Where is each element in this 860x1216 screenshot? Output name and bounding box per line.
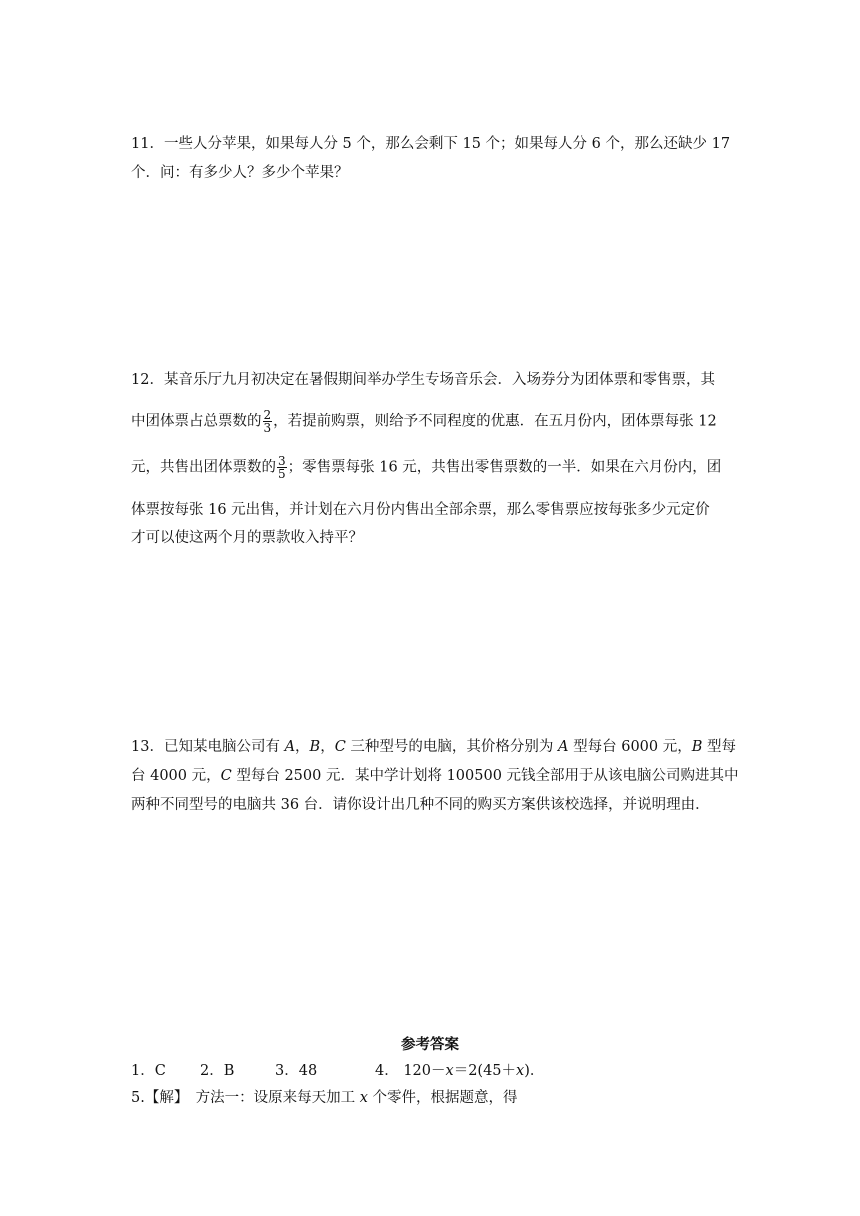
fraction-numerator: 3	[278, 454, 286, 468]
q13-text: 三种型号的电脑，其价格分别为	[345, 739, 559, 755]
q12-line-2-text-a: 中团体票占总票数的	[131, 413, 262, 430]
variable-x: x	[516, 1063, 525, 1079]
variable-c: C	[334, 739, 346, 755]
q13-line-3: 两种不同型号的电脑共 36 台．请你设计出几种不同的购买方案供该校选择，并说明理由．	[131, 797, 710, 813]
q12-line-5: 才可以使这两个月的票款收入持平？	[131, 530, 363, 546]
answers-title: 参考答案	[401, 1037, 459, 1053]
variable-x: x	[445, 1063, 454, 1079]
variable-x: x	[359, 1090, 368, 1106]
q12-line-3-text-b: ；零售票每张 16 元，共售出零售票数的一半．如果在六月份内，团	[287, 459, 722, 476]
q13-text: ，	[295, 739, 310, 755]
q13-text: 型每	[702, 739, 737, 755]
q11-line-2: 个．问：有多少人？多少个苹果？	[131, 165, 349, 181]
answer-1: 1．C	[131, 1063, 166, 1079]
q13-text: 台 4000 元，	[131, 768, 221, 784]
answer-3: 3．48	[275, 1063, 318, 1079]
variable-b: B	[309, 739, 321, 755]
answer-4-text: 4． 120－	[375, 1063, 446, 1079]
fraction-two-thirds	[263, 409, 273, 434]
q12-line-2-text-b: ，若提前购票，则给予不同程度的优惠．在五月份内，团体票每张 12	[273, 413, 717, 430]
fraction-numerator: 2	[263, 408, 272, 422]
q13-text: 13．已知某电脑公司有	[131, 739, 285, 755]
answer-4-text: )．	[524, 1063, 545, 1079]
answer-2: 2．B	[200, 1063, 235, 1079]
variable-a: A	[284, 739, 296, 755]
q12-line-1: 12．某音乐厅九月初决定在暑假期间举办学生专场音乐会．入场券分为团体票和零售票，其	[131, 372, 715, 388]
q13-text: 型每台 2500 元．某中学计划将 100500 元钱全部用于从该电脑公司购进其中	[231, 768, 739, 784]
q13-line-2	[131, 766, 739, 786]
answer-5-text: 5.【解】 方法一：设原来每天加工	[131, 1090, 360, 1106]
q12-line-3	[131, 455, 721, 480]
variable-a: A	[558, 739, 569, 755]
fraction-three-fifths	[277, 455, 287, 480]
answers-line-2	[131, 1088, 518, 1108]
answer-5-text: 个零件，根据题意，得	[367, 1090, 518, 1106]
q12-line-3-text-a: 元，共售出团体票数的	[131, 459, 276, 476]
answer-4	[375, 1061, 544, 1081]
fraction-denominator: 3	[263, 421, 272, 435]
variable-b: B	[691, 739, 703, 755]
answer-4-text: ＝2(45＋	[453, 1063, 517, 1079]
q12-line-4: 体票按每张 16 元出售，并计划在六月份内售出全部余票，那么零售票应按每张多少元定价	[131, 502, 710, 518]
q13-text: ，	[320, 739, 335, 755]
q11-line-1: 11．一些人分苹果，如果每人分 5 个，那么会剩下 15 个；如果每人分 6 个，那么还缺少 17	[131, 136, 731, 152]
q13-text: 型每台 6000 元，	[568, 739, 692, 755]
variable-c: C	[220, 768, 232, 784]
q12-line-2	[131, 409, 717, 434]
fraction-denominator: 5	[278, 467, 286, 481]
q13-line-1	[131, 737, 736, 757]
